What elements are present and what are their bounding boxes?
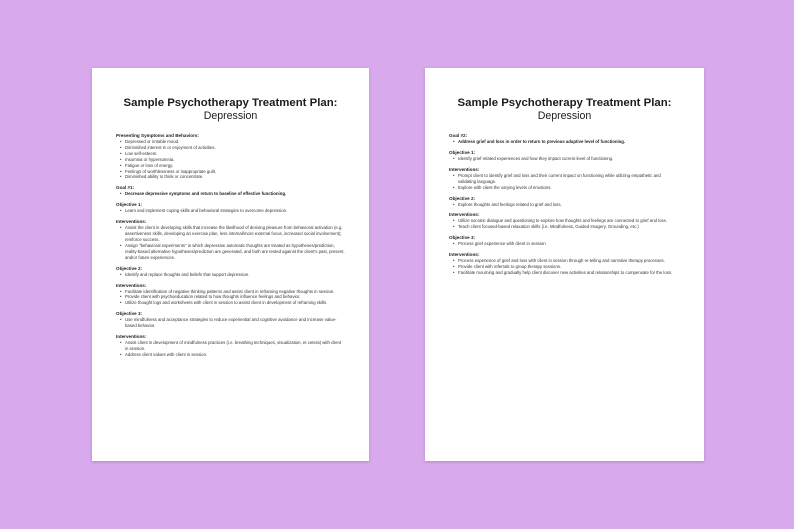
bullet-list: [449, 173, 680, 191]
section-heading: Presenting Symptoms and Behaviors:: [116, 133, 199, 138]
page-title: Sample Psychotherapy Treatment Plan:: [123, 97, 338, 109]
section-heading: Interventions:: [449, 212, 480, 218]
list-item: • Decrease depressive symptoms and return to baseline of effective functioning.: [125, 191, 345, 197]
list-item: • Explore with client the varying levels of emotions.: [458, 185, 680, 191]
bullet-list: [116, 340, 345, 358]
bullet-list: [449, 258, 680, 276]
bullet-list: [449, 202, 680, 208]
section-heading: Objective 1:: [116, 202, 143, 208]
section-heading: Objective 2:: [449, 195, 476, 201]
bullet-list: [116, 139, 345, 180]
list-item: • Address client values with client in session.: [125, 352, 345, 358]
section-objective-1: [116, 202, 345, 214]
list-item: • Assign "behavioral experiments" in which depressive automatic thoughts are treated as hypotheses/prediction, reality-based alternative hypotheses/prediction are generated, and both are tested against the client's past, present, and/or future experiences.: [125, 243, 345, 261]
section-interventions-1: [116, 219, 345, 260]
section-goal-1: [116, 185, 345, 197]
section-heading: Interventions:: [116, 334, 147, 340]
bullet-list: [116, 225, 345, 260]
page-subtitle: Depression: [203, 110, 258, 122]
list-item: • Insomnia or hypersomnia.: [125, 157, 345, 163]
section-heading: Objective 2:: [116, 265, 143, 271]
list-item: • Provide client with referrals to group therapy sessions.: [458, 264, 680, 270]
bullet-list: [449, 156, 680, 162]
section-interventions-3: [116, 334, 345, 358]
list-item: • Utilize socratic dialogue and questioning to explore how thoughts and feelings are connected to grief and loss.: [458, 218, 680, 224]
section-heading: Interventions:: [449, 252, 480, 258]
section-heading: Goal #1:: [116, 185, 135, 191]
list-item: • Diminished interest in or enjoyment of activities.: [125, 145, 345, 151]
list-item: • Diminished ability to think or concentrate.: [125, 174, 345, 180]
list-item: • Use mindfulness and acceptance strategies to reduce experiential and cognitive avoidance and increase value-based behavior.: [125, 317, 345, 329]
section-objective-3: [449, 235, 680, 247]
page-title: Sample Psychotherapy Treatment Plan:: [457, 97, 672, 109]
bullet-list: [116, 272, 345, 278]
section-heading: Interventions:: [449, 166, 480, 172]
list-item: • Identify grief related experiences and how they impact current level of functioning.: [458, 156, 680, 162]
bullet-list: [116, 289, 345, 307]
section-heading: Interventions:: [116, 219, 147, 225]
list-item: • Process experience of grief and loss with client in session through re-telling and narrative therapy processes.: [458, 258, 680, 264]
bullet-list: [449, 241, 680, 247]
page-subtitle: Depression: [537, 110, 592, 122]
section-heading: Goal #2:: [449, 133, 468, 138]
list-item: • Facilitate mourning and gradually help client discover new activities and relationships to compensate for the loss.: [458, 270, 680, 276]
list-item: • Utilize thought logs and worksheets with client in session to assist client in development of reframing skills.: [125, 300, 345, 306]
section-objective-1: [449, 150, 680, 162]
section-heading: Objective 3:: [116, 311, 143, 317]
list-item: • Learn and implement coping skills and behavioral strategies to overcome depression.: [125, 208, 345, 214]
bullet-list: [116, 191, 345, 197]
list-item: • Fatigue or loss of energy.: [125, 163, 345, 169]
list-item: • Assist the client in developing skills that increase the likelihood of deriving pleasure from behavioral activation (e.g. assertiveness skills, developing an exercise plan, less internal/more external focus, increased social involvement); reinforce success.: [125, 225, 345, 243]
section-objective-2: [449, 196, 680, 208]
list-item: • Feelings of worthlessness or inappropriate guilt.: [125, 169, 345, 175]
section-interventions-3: [449, 252, 680, 276]
section-interventions-2: [116, 283, 345, 307]
list-item: • Explore thoughts and feelings related to grief and loss.: [458, 202, 680, 208]
bullet-list: [449, 139, 680, 145]
list-item: • Address grief and loss in order to return to previous adaptive level of functioning.: [458, 139, 680, 145]
section-objective-2: [116, 266, 345, 278]
list-item: • Depressed or irritable mood.: [125, 139, 345, 145]
section-goal-2: [449, 133, 680, 145]
section-interventions-2: [449, 212, 680, 230]
list-item: • Assist client in development of mindfulness practices (i.e. breathing techniques, visualization, et cetera) with client in session.: [125, 340, 345, 352]
section-heading: Objective 3:: [449, 235, 476, 241]
list-item: • Process grief experience with client in session: [458, 241, 680, 247]
bullet-list: [116, 208, 345, 214]
section-objective-3: [116, 311, 345, 329]
list-item: • Identify and replace thoughts and beliefs that support depression.: [125, 272, 345, 278]
section-heading: Interventions:: [116, 282, 147, 288]
section-heading: Objective 1:: [449, 149, 476, 155]
list-item: • Prompt client to identify grief and loss and their current impact on functioning while utilizing empathetic and validating language.: [458, 173, 680, 185]
list-item: • Provide client with psychoeducation related to how thoughts influence feelings and behavior.: [125, 294, 345, 300]
document-page-right: [425, 68, 704, 461]
list-item: • Teach client focused-based relaxation skills (i.e. Mindfulness, Guided Imagery, Grounding, etc.): [458, 224, 680, 230]
bullet-list: [116, 317, 345, 329]
document-page-left: [92, 68, 369, 461]
list-item: • Facilitate identification of negative thinking patterns and assist client in reframing negative thoughts in session.: [125, 289, 345, 295]
section-presenting-symptoms: [116, 133, 345, 180]
bullet-list: [449, 218, 680, 230]
section-interventions-1: [449, 167, 680, 191]
list-item: • Low self-esteem.: [125, 151, 345, 157]
